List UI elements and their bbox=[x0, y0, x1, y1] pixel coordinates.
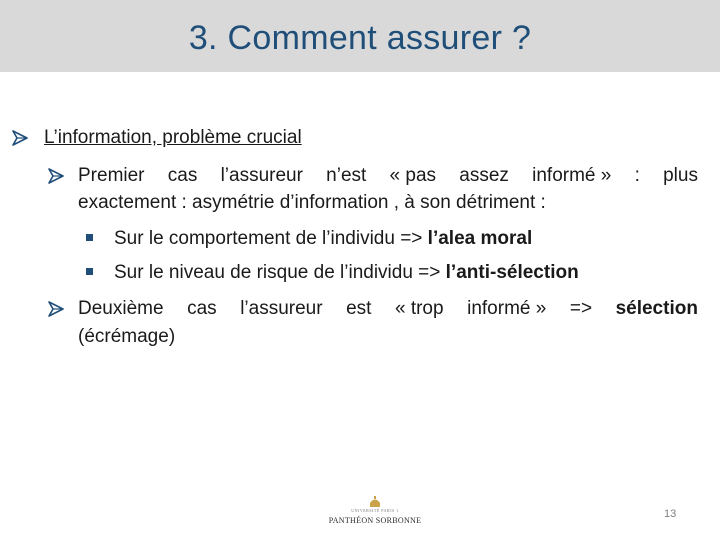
sub-bullet-deuxieme-cas-line1 bbox=[78, 295, 698, 322]
title-bar bbox=[0, 0, 720, 72]
word: plus bbox=[663, 165, 698, 186]
logo-text: PANTHÉON SORBONNE bbox=[328, 516, 422, 525]
arrow-bullet-icon bbox=[48, 168, 64, 184]
page-number: 13 bbox=[664, 508, 677, 520]
square-bullet-icon bbox=[86, 268, 93, 275]
square-bullet-icon bbox=[86, 234, 93, 241]
word: informé » bbox=[532, 165, 612, 186]
sub-bullet-deuxieme-cas-line2: (écrémage) bbox=[78, 326, 176, 347]
sub-bullet-premier-cas-line1 bbox=[78, 162, 698, 189]
slide-title: 3. Comment assurer ? bbox=[188, 18, 532, 57]
word: cas bbox=[187, 298, 217, 319]
arrow-bullet-icon bbox=[12, 130, 28, 146]
bullet-information: L’information, problème crucial bbox=[44, 127, 302, 148]
word: informé » bbox=[467, 298, 547, 319]
word: assez bbox=[459, 165, 509, 186]
arrow-bullet-icon bbox=[48, 301, 64, 317]
item-prefix: Sur le comportement de l’individu => bbox=[114, 228, 428, 249]
item-alea-moral bbox=[114, 225, 532, 252]
word: « pas bbox=[389, 165, 437, 186]
word: est bbox=[346, 298, 372, 319]
word: n’est bbox=[326, 165, 367, 186]
item-anti-selection bbox=[114, 259, 579, 286]
item-prefix: Sur le niveau de risque de l’individu => bbox=[114, 262, 446, 283]
word: l’assureur bbox=[220, 165, 303, 186]
word: l’assureur bbox=[240, 298, 323, 319]
word: « trop bbox=[394, 298, 444, 319]
word: sélection bbox=[615, 298, 698, 319]
word: Premier bbox=[78, 165, 145, 186]
word: cas bbox=[167, 165, 198, 186]
word: Deuxième bbox=[78, 298, 164, 319]
sub-bullet-premier-cas-line2: exactement : asymétrie d’information , à son détriment : bbox=[78, 192, 546, 213]
word: : bbox=[634, 165, 640, 186]
logo-top-text: UNIVERSITÉ PARIS 1 bbox=[351, 508, 399, 513]
pantheon-dome-icon bbox=[368, 496, 382, 508]
word: => bbox=[569, 298, 593, 319]
university-logo bbox=[328, 496, 422, 532]
item-bold: l’alea moral bbox=[427, 228, 533, 249]
item-bold: l’anti-sélection bbox=[445, 262, 579, 283]
